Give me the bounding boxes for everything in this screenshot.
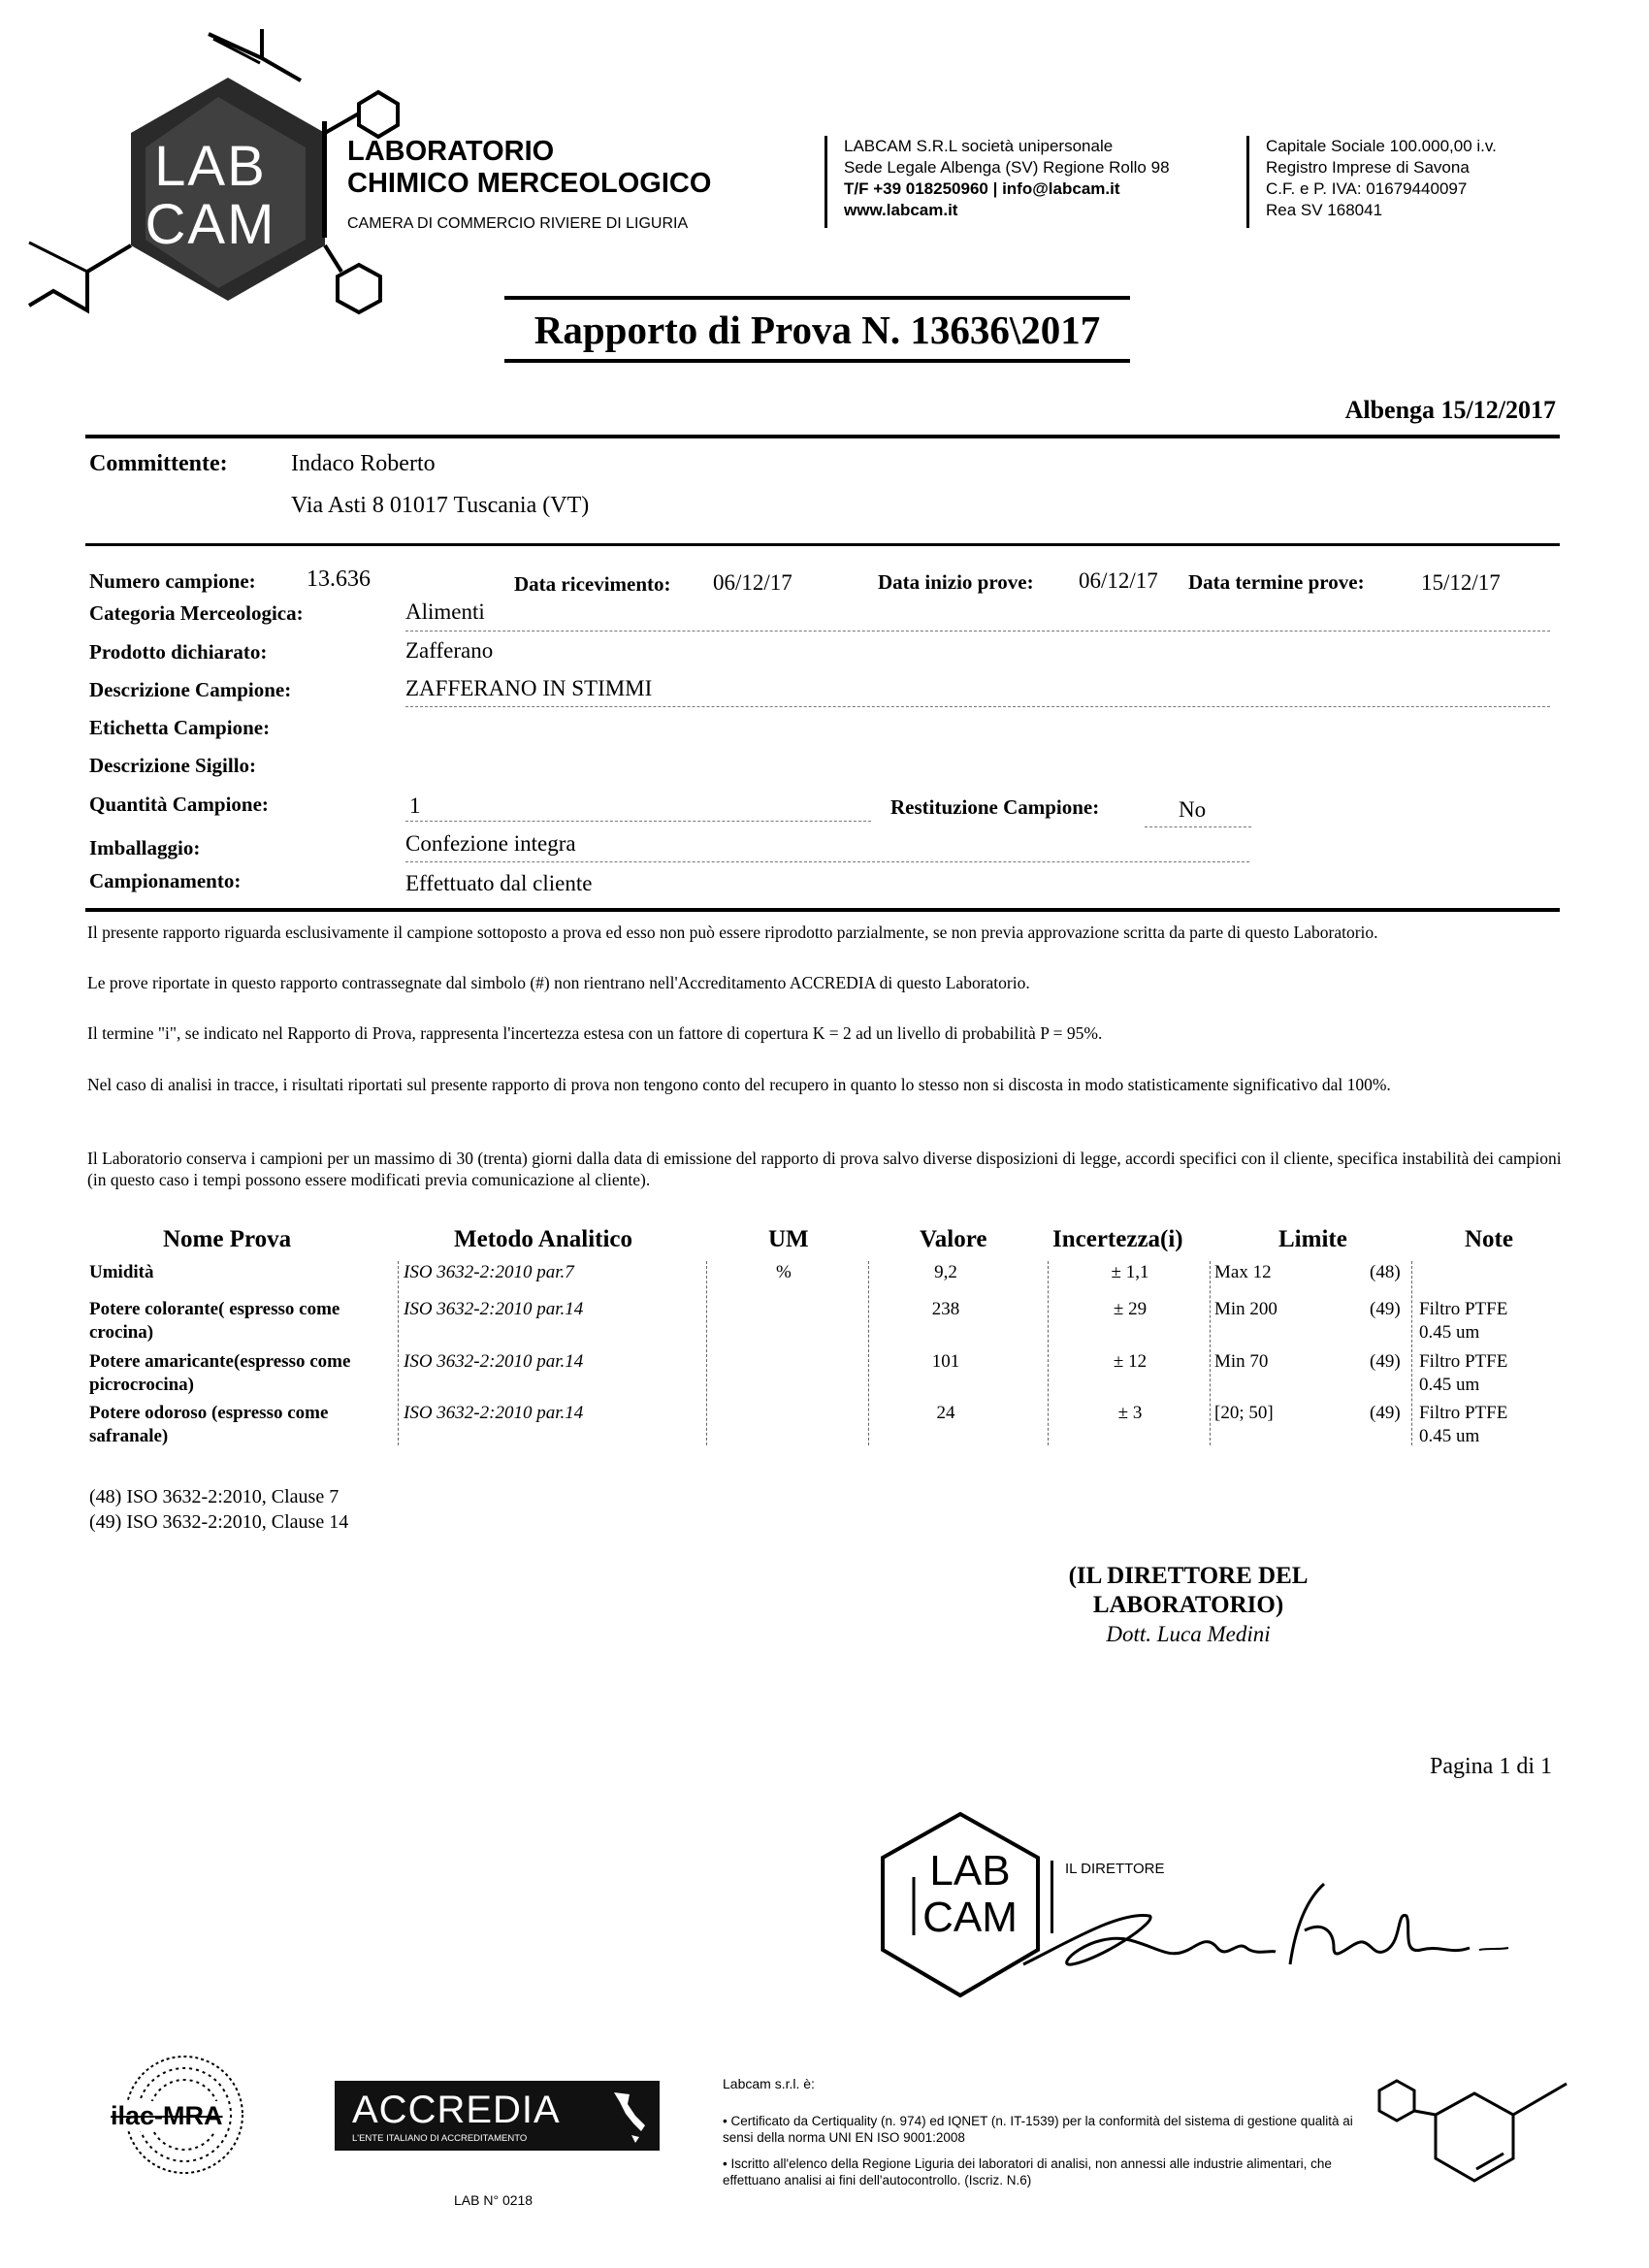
campionamento-label: Campionamento: [89, 869, 242, 892]
lab-number: LAB N° 0218 [454, 2192, 534, 2208]
cell-limite: [20; 50] [1214, 1403, 1274, 1423]
stamp-text-cam: CAM [922, 1894, 1018, 1941]
numero-campione-label: Numero campione: [89, 569, 256, 593]
ilac-logo-text: ilac-MRA [111, 2101, 223, 2130]
restituzione-label: Restituzione Campione: [890, 795, 1100, 819]
cell-ref: (49) [1370, 1403, 1401, 1423]
note-paragraph: Le prove riportate in questo rapporto contrassegnate dal simbolo (#) non rientrano nell'Accreditamento ACCREDIA di questo Laboratorio. [87, 973, 1030, 992]
col-header-valore: Valore [920, 1226, 987, 1252]
categoria-label: Categoria Merceologica: [89, 601, 304, 625]
lab-title-1: LABORATORIO [347, 136, 555, 167]
cert-item: • Iscritto all'elenco della Regione Liguria dei laboratori di analisi, non annessi alle industrie alimentari, che effettuano analisi ai fini dell'autocontrollo. (Iscriz. N.6) [723, 2156, 1332, 2187]
cert-item: • Certificato da Certiquality (n. 974) ed IQNET (n. IT-1539) per la conformità del sistema di gestione qualità ai sensi della norma UNI EN ISO 9001:2008 [723, 2114, 1353, 2145]
restituzione-value: No [1179, 797, 1207, 822]
accredia-logo-subtitle: L'ENTE ITALIANO DI ACCREDITAMENTO [352, 2133, 528, 2144]
col-header-nome: Nome Prova [163, 1226, 292, 1252]
col-header-metodo: Metodo Analitico [454, 1226, 633, 1252]
capital-line: Capitale Sociale 100.000,00 i.v. [1266, 137, 1497, 155]
cell-nome: Potere odoroso (espresso come safranale) [89, 1403, 329, 1446]
cell-nome: Umidità [89, 1262, 154, 1282]
italy-map-icon [606, 2089, 650, 2145]
logo-text-cam: CAM [145, 193, 276, 256]
cell-incertezza: ± 3 [1117, 1403, 1143, 1423]
report-title: Rapporto di Prova N. 13636\2017 [534, 308, 1101, 352]
client-label: Committente: [89, 451, 228, 476]
page-number: Pagina 1 di 1 [1430, 1754, 1552, 1779]
data-ricevimento-label: Data ricevimento: [514, 572, 671, 596]
lab-subtitle: CAMERA DI COMMERCIO RIVIERE DI LIGURIA [347, 215, 689, 232]
col-header-um: UM [768, 1226, 809, 1252]
company-line: Sede Legale Albenga (SV) Regione Rollo 98 [844, 158, 1170, 177]
col-header-incertezza: Incertezza(i) [1052, 1226, 1183, 1252]
cell-nome: Potere colorante( espresso come crocina) [89, 1299, 340, 1343]
capital-line: Rea SV 168041 [1266, 201, 1383, 219]
logo-text-lab: LAB [154, 135, 267, 198]
cell-valore: 9,2 [934, 1262, 957, 1282]
footnote: (48) ISO 3632-2:2010, Clause 7 [89, 1486, 340, 1507]
report-place-date: Albenga 15/12/2017 [1344, 396, 1556, 424]
lab-title-2: CHIMICO MERCEOLOGICO [347, 168, 712, 199]
data-inizio-label: Data inizio prove: [878, 570, 1034, 594]
capital-line: C.F. e P. IVA: 01679440097 [1266, 179, 1468, 198]
data-ricevimento-value: 06/12/17 [713, 570, 792, 595]
prodotto-value: Zafferano [405, 638, 494, 663]
cert-intro: Labcam s.r.l. è: [723, 2076, 815, 2091]
categoria-value: Alimenti [405, 599, 485, 624]
cell-metodo: ISO 3632-2:2010 par.7 [404, 1262, 574, 1282]
accredia-logo-text: ACCREDIA [352, 2089, 561, 2131]
descrizione-label: Descrizione Campione: [89, 678, 292, 701]
client-address: Via Asti 8 01017 Tuscania (VT) [291, 493, 590, 518]
stamp-text-lab: LAB [929, 1847, 1011, 1895]
cell-incertezza: ± 29 [1113, 1299, 1148, 1319]
sigillo-label: Descrizione Sigillo: [89, 754, 257, 777]
cell-metodo: ISO 3632-2:2010 par.14 [404, 1299, 584, 1319]
note-paragraph: Il termine "i", se indicato nel Rapporto di Prova, rappresenta l'incertezza estesa con un fattore di copertura K = 2 ad un livello di probabilità P = 95%. [87, 1023, 1103, 1043]
col-header-limite: Limite [1278, 1226, 1347, 1252]
molecule-corner-graphic [1368, 2057, 1600, 2202]
director-title-line2: LABORATORIO) [1092, 1592, 1284, 1618]
cell-valore: 24 [936, 1403, 955, 1423]
imballaggio-label: Imballaggio: [89, 836, 201, 859]
etichetta-label: Etichetta Campione: [89, 716, 271, 739]
descrizione-value: ZAFFERANO IN STIMMI [405, 676, 653, 700]
cell-valore: 238 [931, 1299, 960, 1319]
data-termine-value: 15/12/17 [1421, 570, 1501, 595]
cell-ref: (49) [1370, 1299, 1401, 1319]
company-contact-line: T/F +39 018250960 | info@labcam.it [844, 179, 1120, 198]
cell-ref: (48) [1370, 1262, 1401, 1282]
note-paragraph: Il presente rapporto riguarda esclusivamente il campione sottoposto a prova ed esso non può essere riprodotto parzialmente, se non previa approvazione scritta da parte di questo Laboratorio. [87, 923, 1378, 942]
footnote: (49) ISO 3632-2:2010, Clause 14 [89, 1511, 349, 1533]
cell-metodo: ISO 3632-2:2010 par.14 [404, 1351, 584, 1372]
col-header-note: Note [1465, 1226, 1513, 1252]
capital-info [1266, 136, 1497, 221]
accredia-logo [335, 2081, 660, 2151]
cell-limite: Min 70 [1214, 1351, 1269, 1372]
cell-incertezza: ± 1,1 [1111, 1262, 1149, 1282]
director-title-line1: (IL DIRETTORE DEL [1068, 1563, 1309, 1589]
handwritten-signature [1014, 1872, 1518, 1989]
data-inizio-value: 06/12/17 [1079, 568, 1158, 593]
cell-note: Filtro PTFE 0.45 um [1419, 1351, 1508, 1395]
capital-line: Registro Imprese di Savona [1266, 158, 1470, 177]
numero-campione-value: 13.636 [307, 567, 371, 592]
client-name: Indaco Roberto [291, 451, 436, 476]
cell-metodo: ISO 3632-2:2010 par.14 [404, 1403, 584, 1423]
company-website: www.labcam.it [844, 201, 958, 219]
note-paragraph: Nel caso di analisi in tracce, i risultati riportati sul presente rapporto di prova non tengono conto del recupero in quanto lo stesso non si discosta in modo statisticamente significativo dal 100%. [87, 1075, 1391, 1094]
data-termine-label: Data termine prove: [1188, 570, 1365, 594]
prodotto-label: Prodotto dichiarato: [89, 640, 268, 664]
director-title [1014, 1562, 1363, 1620]
cell-limite: Max 12 [1214, 1262, 1272, 1282]
imballaggio-value: Confezione integra [405, 831, 576, 856]
cell-incertezza: ± 12 [1113, 1351, 1148, 1372]
cell-nome: Potere amaricante(espresso come picrocrocina) [89, 1351, 351, 1395]
quantita-label: Quantità Campione: [89, 793, 269, 816]
director-name: Dott. Luca Medini [1106, 1622, 1271, 1646]
cell-ref: (49) [1370, 1351, 1401, 1372]
company-info [844, 136, 1170, 221]
stamp-role: IL DIRETTORE [1065, 1861, 1165, 1877]
cell-um: % [776, 1262, 792, 1282]
quantita-value: 1 [409, 794, 421, 818]
campionamento-value: Effettuato dal cliente [405, 871, 593, 895]
note-paragraph: Il Laboratorio conserva i campioni per un massimo di 30 (trenta) giorni dalla data di emissione del rapporto di prova salvo diverse disposizioni di legge, accordi specifici con il cliente, specifica instabilità dei campioni (in questo caso i tempi possono essere modificati previa comunicazione al cliente). [87, 1149, 1562, 1189]
cell-valore: 101 [931, 1351, 960, 1372]
cell-note: Filtro PTFE 0.45 um [1419, 1403, 1508, 1446]
cell-limite: Min 200 [1214, 1299, 1277, 1319]
company-line: LABCAM S.R.L società unipersonale [844, 137, 1114, 155]
cell-note: Filtro PTFE 0.45 um [1419, 1299, 1508, 1343]
